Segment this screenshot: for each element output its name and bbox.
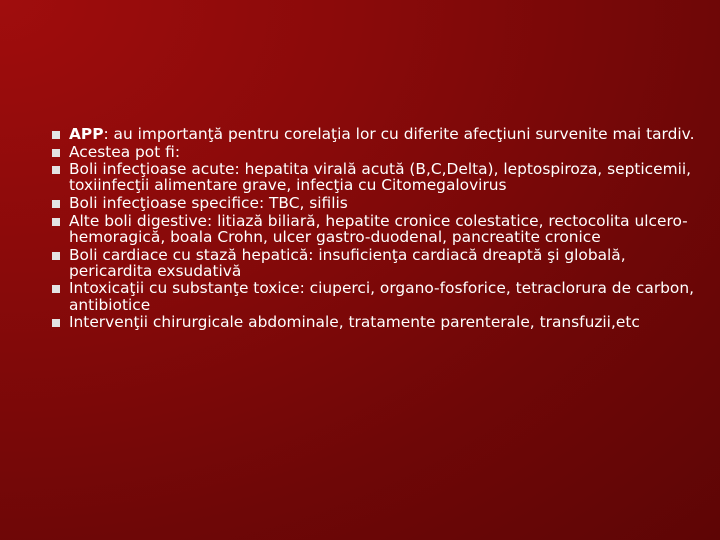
square-bullet-icon: [52, 285, 60, 293]
bullet-text: Boli infecţioase specifice: TBC, sifilis: [69, 194, 348, 213]
bullet-lead: APP: [69, 125, 104, 143]
bullet-text: Intervenţii chirurgicale abdominale, tratamente parenterale, transfuzii,etc: [69, 313, 640, 332]
list-item: [58, 126, 698, 142]
square-bullet-icon: [52, 166, 60, 174]
list-item: [58, 247, 698, 280]
square-bullet-icon: [52, 252, 60, 260]
list-item: [58, 314, 698, 330]
list-item: [58, 213, 698, 246]
list-item: [58, 144, 698, 160]
list-item: [58, 161, 698, 194]
list-item: [58, 280, 698, 313]
bullet-text: Alte boli digestive: litiază biliară, hepatite cronice colestatice, rectocolita ulcero-hemoragică, boala Crohn, ulcer gastro-duodenal, pancreatite cronice: [69, 211, 688, 246]
square-bullet-icon: [52, 200, 60, 208]
bullet-text: Boli infecţioase acute: hepatita virală acută (B,C,Delta), leptospiroza, septicemii, toxiinfecţii alimentare grave, infecţia cu Citomegalovirus: [69, 160, 692, 195]
bullet-list: [58, 126, 698, 332]
square-bullet-icon: [52, 131, 60, 139]
square-bullet-icon: [52, 149, 60, 157]
square-bullet-icon: [52, 218, 60, 226]
bullet-text: : au importanţă pentru corelaţia lor cu diferite afecţiuni survenite mai tardiv.: [103, 125, 695, 143]
bullet-text: Boli cardiace cu stază hepatică: insuficienţa cardiacă dreaptă şi globală, pericardita exsudativă: [69, 245, 626, 280]
bullet-text: Intoxicaţii cu substanţe toxice: ciuperci, organo-fosforice, tetraclorura de carbon, antibiotice: [69, 279, 694, 314]
square-bullet-icon: [52, 319, 60, 327]
list-item: [58, 195, 698, 211]
bullet-text: Acestea pot fi:: [69, 142, 181, 161]
